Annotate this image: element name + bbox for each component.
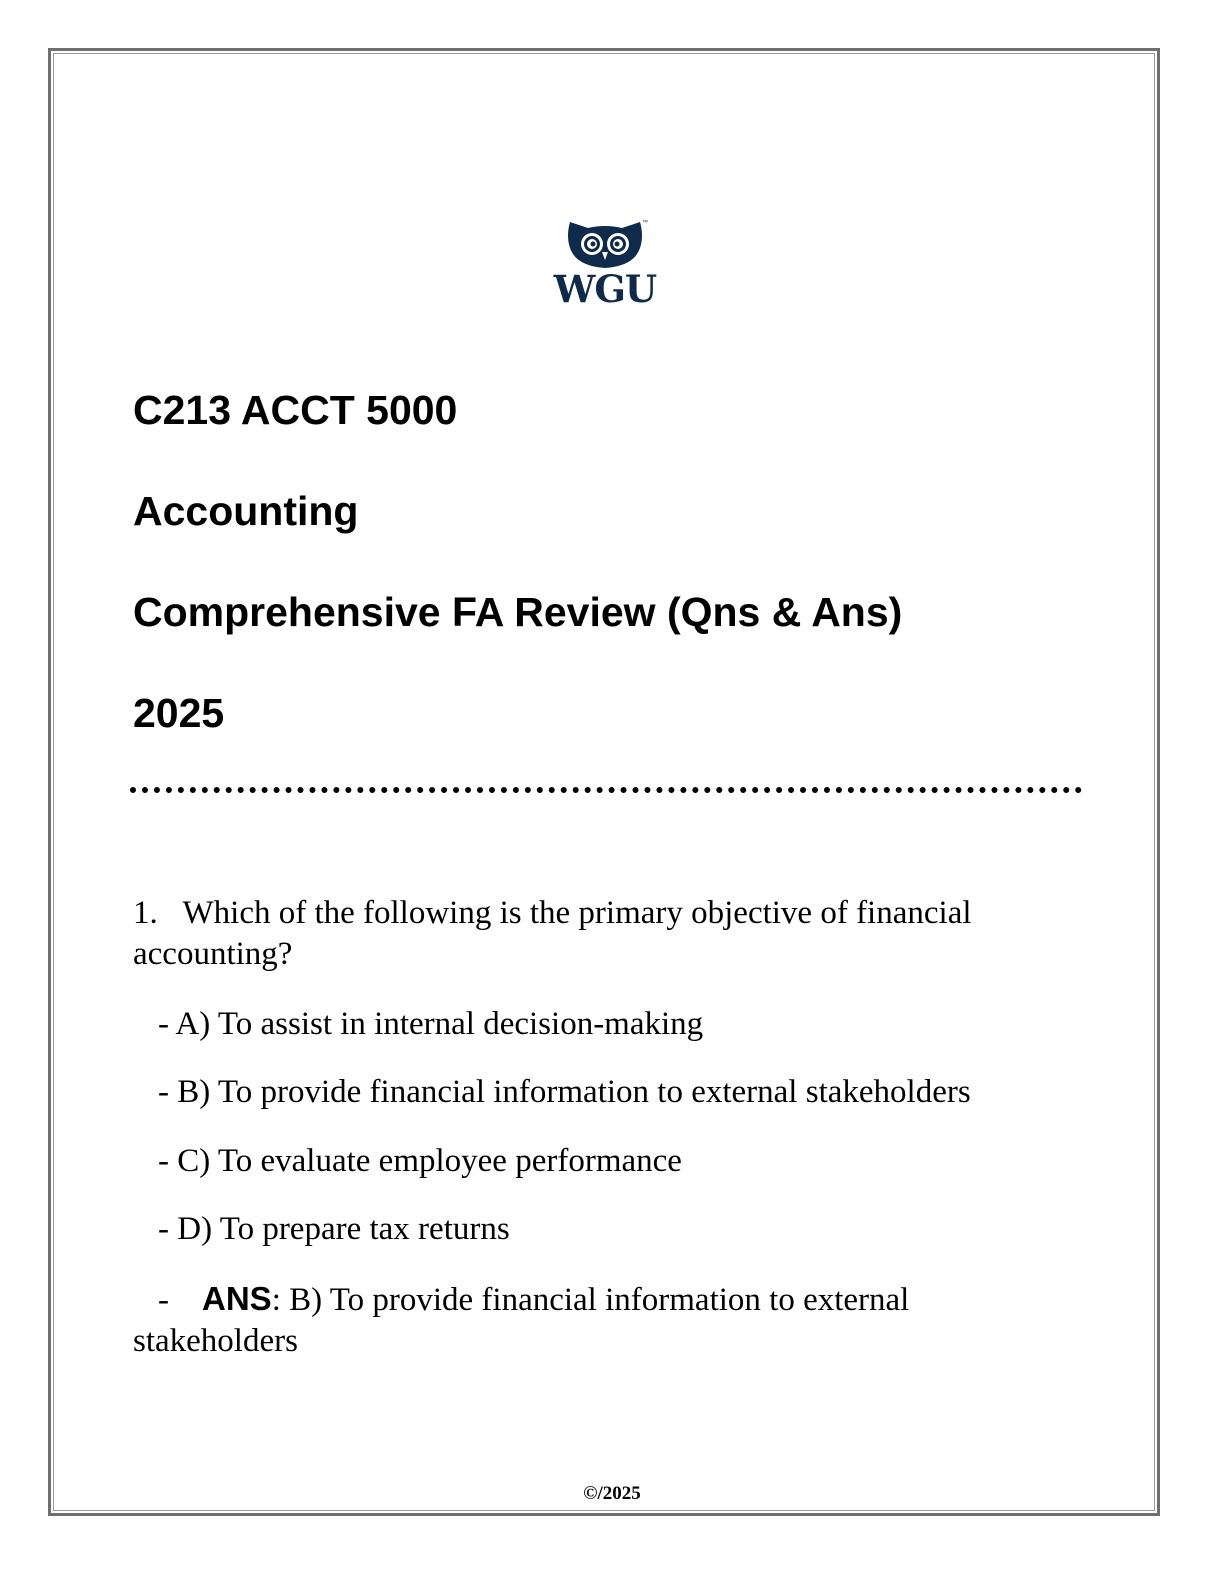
option-c: - C) To evaluate employee performance: [158, 1143, 682, 1179]
logo-wordmark: WGU: [553, 267, 657, 311]
option-b: - B) To provide financial information to external stakeholders: [158, 1074, 971, 1110]
answer-label: ANS: [202, 1280, 272, 1317]
copyright-footer: ©/2025: [583, 1483, 641, 1504]
question-1: [133, 893, 1063, 975]
option-a: - A) To assist in internal decision-making: [158, 1006, 704, 1042]
owl-icon: [548, 214, 662, 270]
question-number: 1.: [133, 895, 158, 931]
document-title-heading: Comprehensive FA Review (Qns & Ans): [133, 589, 903, 635]
wgu-logo: [548, 214, 668, 316]
year-heading: 2025: [133, 690, 225, 736]
answer-prefix: -: [158, 1282, 169, 1318]
question-text: Which of the following is the primary objective of financial accounting?: [133, 895, 972, 972]
subject-heading: Accounting: [133, 488, 359, 534]
dotted-divider: [130, 787, 1082, 793]
answer-text: : B) To provide financial information to external stakeholders: [133, 1282, 910, 1359]
option-d: - D) To prepare tax returns: [158, 1211, 510, 1247]
course-code-heading: C213 ACCT 5000: [133, 387, 458, 433]
svg-text:™: ™: [642, 220, 648, 226]
answer-line: [133, 1278, 1063, 1362]
